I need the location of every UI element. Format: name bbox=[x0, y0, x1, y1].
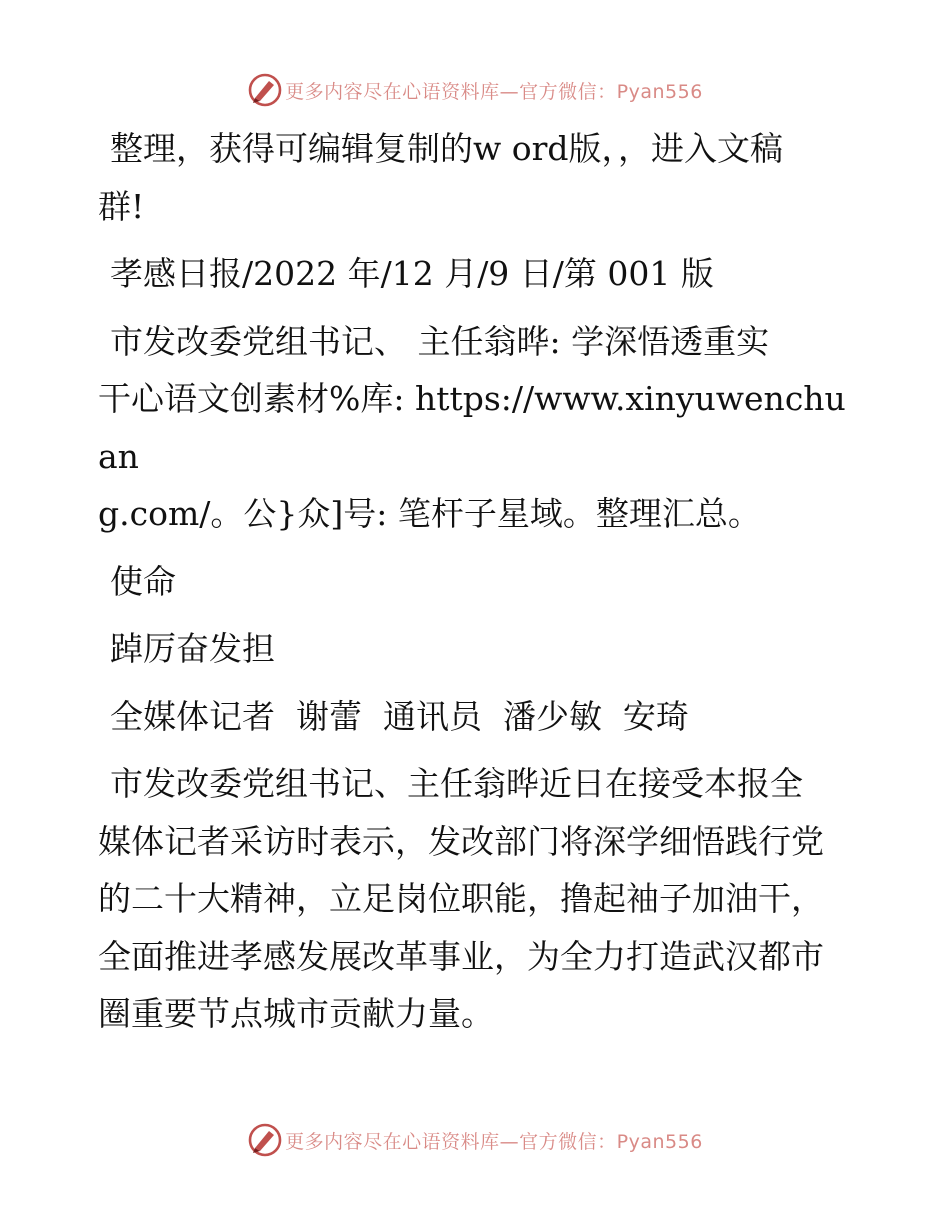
text-line: 市发改委党组书记、主任翁晔近日在接受本报全 bbox=[110, 764, 803, 803]
text-line: 踔厉奋发担 bbox=[110, 629, 275, 668]
text-line: 整理，获得可编辑复制的w ord版，，进入文稿 bbox=[110, 129, 784, 168]
document-body bbox=[98, 120, 858, 1053]
text-line: g.com/。公}众]号: 笔杆子星域。整理汇总。 bbox=[98, 494, 761, 533]
paragraph-intro bbox=[98, 120, 858, 235]
text-line: 全面推进孝感发展改革事业，为全力打造武汉都市 bbox=[98, 936, 824, 976]
paragraph-subtitle-2 bbox=[98, 620, 858, 678]
paragraph-body bbox=[98, 755, 858, 1043]
text-line: 孝感日报/2022 年/12 月/9 日/第 001 版 bbox=[110, 254, 714, 293]
header-watermark-banner bbox=[0, 68, 950, 112]
text-line: 圈重要节点城市贡献力量。 bbox=[98, 994, 494, 1033]
paragraph-subtitle-1 bbox=[98, 553, 858, 611]
footer-watermark-banner bbox=[0, 1118, 950, 1162]
text-line: 使命 bbox=[110, 561, 176, 601]
paragraph-byline bbox=[98, 688, 858, 746]
text-line: 媒体记者采访时表示，发改部门将深学细悟践行党 bbox=[98, 821, 824, 861]
footer-watermark-text: 更多内容尽在心语资料库—官方微信：Pyan556 bbox=[285, 1130, 703, 1153]
paragraph-headline bbox=[98, 313, 858, 543]
text-line: 全媒体记者 谢蕾 通讯员 潘少敏 安琦 bbox=[110, 696, 689, 736]
paragraph-source bbox=[98, 245, 858, 303]
text-line: 干心语文创素材%库: https://www.xinyuwenchuan bbox=[98, 379, 846, 476]
header-watermark-text: 更多内容尽在心语资料库—官方微信：Pyan556 bbox=[285, 80, 703, 103]
brand-logo-icon bbox=[247, 1122, 283, 1158]
text-line: 市发改委党组书记、 主任翁晔: 学深悟透重实 bbox=[110, 321, 770, 361]
text-line: 的二十大精神，立足岗位职能，撸起袖子加油干， bbox=[98, 879, 824, 918]
text-line: 群! bbox=[98, 186, 145, 226]
brand-logo-icon bbox=[247, 72, 283, 108]
